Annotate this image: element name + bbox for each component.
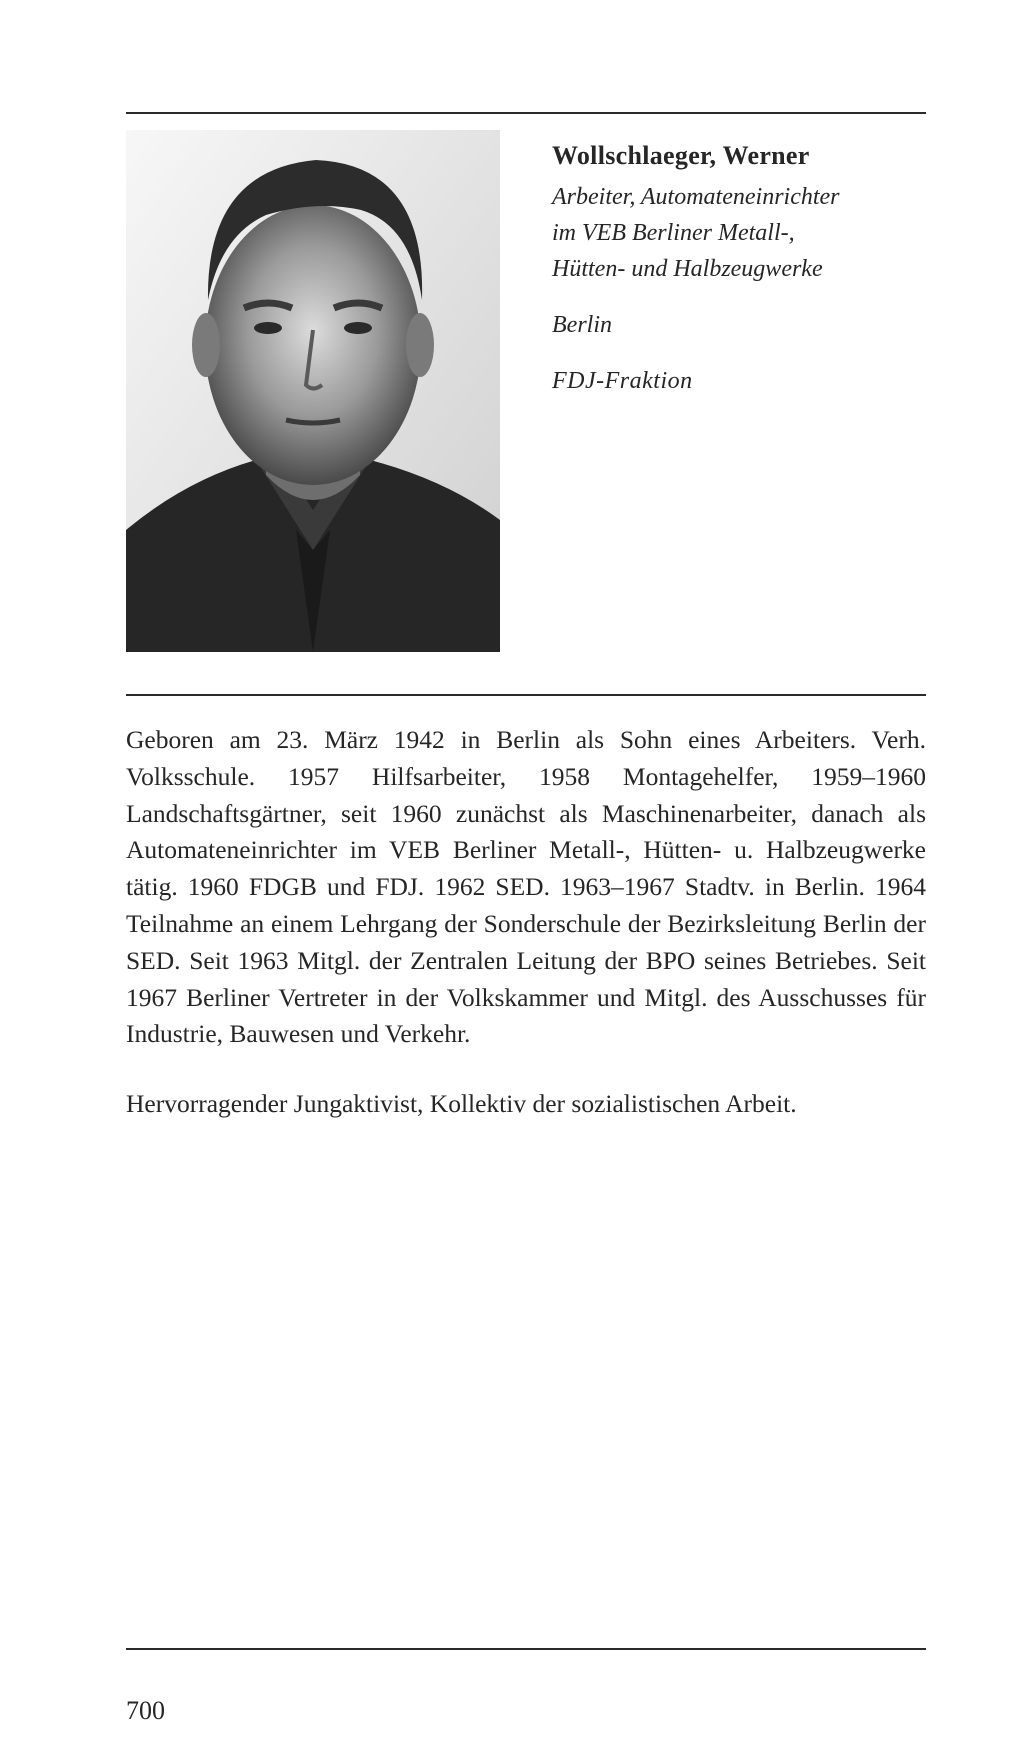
top-rule [126, 112, 926, 114]
fraction: FDJ-Fraktion [552, 368, 693, 395]
occupation-line: Arbeiter, Automateneinrichter [552, 184, 840, 211]
occupation-line: im VEB Berliner Metall-, [552, 220, 795, 247]
middle-rule [126, 694, 926, 696]
awards-text: Hervorragender Jungaktivist, Kollektiv der sozialistischen Arbeit. [126, 1089, 797, 1118]
page-number: 700 [126, 1696, 165, 1725]
bottom-rule [126, 1648, 926, 1650]
biography-text [126, 722, 926, 1053]
portrait-photo [126, 130, 500, 652]
person-name: Wollschlaeger, Werner [552, 141, 810, 170]
entry-header [552, 140, 932, 399]
biography-paragraph: Geboren am 23. März 1942 in Berlin als Sohn eines Arbeiters. Verh. Volksschule. 1957 Hilfsarbeiter, 1958 Montagehelfer, 1959–1960 Landschaftsgärtner, seit 1960 zunächst als Maschinenarbeiter, danach als Automateneinrichter im VEB Berliner Metall-, Hütten- u. Halbzeugwerke tätig. 1960 FDGB und FDJ. 1962 SED. 1963–1967 Stadtv. in Berlin. 1964 Teilnahme an einem Lehrgang der Sonderschule der Bezirksleitung Berlin der SED. Seit 1963 Mitgl. der Zentralen Leitung der BPO seines Betriebes. Seit 1967 Berliner Vertreter in der Volkskammer und Mitgl. des Ausschusses für Industrie, Bauwesen und Verkehr. [126, 725, 926, 1049]
place: Berlin [552, 312, 612, 339]
occupation-line: Hütten- und Halbzeugwerke [552, 256, 823, 283]
